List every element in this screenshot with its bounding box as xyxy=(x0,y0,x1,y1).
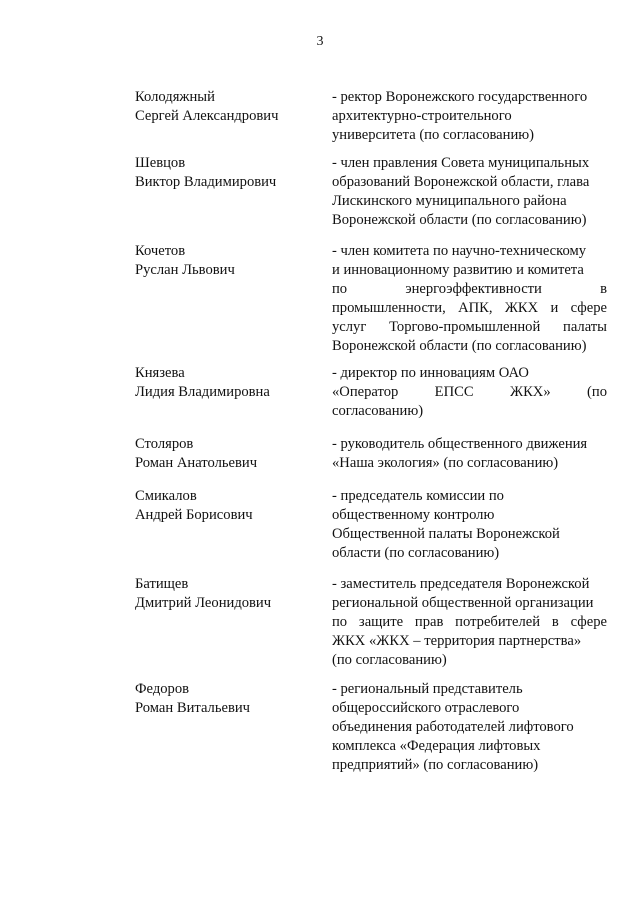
member-role-line: региональной общественной организации xyxy=(332,595,594,611)
member-given-names: Дмитрий Леонидович xyxy=(135,595,272,611)
member-role-line: области (по согласованию) xyxy=(332,545,500,561)
member-role xyxy=(332,154,607,230)
member-name xyxy=(135,88,320,126)
member-role-line: - руководитель общественного движения xyxy=(332,436,588,452)
member-role xyxy=(332,242,607,356)
member-role-line: Лискинского муниципального района xyxy=(332,193,567,209)
member-role-line: - заместитель председателя Воронежской xyxy=(332,576,590,592)
member-role xyxy=(332,88,607,145)
member-role xyxy=(332,364,607,421)
member-role-line: Воронежской области (по согласованию) xyxy=(332,338,587,354)
member-surname: Федоров xyxy=(135,681,190,697)
member-surname: Батищев xyxy=(135,576,189,592)
member-role-line: - директор по инновациям ОАО xyxy=(332,365,529,381)
member-role-line: по энергоэффективности в xyxy=(332,281,607,297)
member-given-names: Руслан Львович xyxy=(135,262,235,278)
member-given-names: Роман Витальевич xyxy=(135,700,251,716)
member-role-line: - член комитета по научно-техническому xyxy=(332,243,587,259)
member-role-line: «Оператор ЕПСС ЖКХ» (по xyxy=(332,384,607,400)
member-name xyxy=(135,154,320,192)
member-surname: Шевцов xyxy=(135,155,186,171)
member-role-line: согласованию) xyxy=(332,403,424,419)
member-role-line: промышленности, АПК, ЖКХ и сфере xyxy=(332,300,607,316)
member-given-names: Лидия Владимировна xyxy=(135,384,270,400)
member-role-line: объединения работодателей лифтового xyxy=(332,719,574,735)
member-role-line: - член правления Совета муниципальных xyxy=(332,155,590,171)
member-role xyxy=(332,487,607,563)
page-number: 3 xyxy=(316,34,324,49)
member-name xyxy=(135,364,320,402)
member-role xyxy=(332,575,607,670)
member-role-line: (по согласованию) xyxy=(332,652,447,668)
member-role-line: Общественной палаты Воронежской xyxy=(332,526,560,542)
member-name xyxy=(135,435,320,473)
member-given-names: Сергей Александрович xyxy=(135,108,279,124)
member-role-line: «Наша экология» (по согласованию) xyxy=(332,455,559,471)
member-role-line: предприятий» (по согласованию) xyxy=(332,757,539,773)
member-role-line: общественному контролю xyxy=(332,507,495,523)
member-role-line: - региональный представитель xyxy=(332,681,523,697)
member-given-names: Виктор Владимирович xyxy=(135,174,277,190)
member-name xyxy=(135,242,320,280)
member-role-line: университета (по согласованию) xyxy=(332,127,535,143)
member-surname: Столяров xyxy=(135,436,194,452)
member-role xyxy=(332,680,607,775)
member-given-names: Роман Анатольевич xyxy=(135,455,258,471)
member-role-line: и инновационному развитию и комитета xyxy=(332,262,584,278)
member-role-line: комплекса «Федерация лифтовых xyxy=(332,738,541,754)
member-role-line: ЖКХ «ЖКХ – территория партнерства» xyxy=(332,633,582,649)
member-role-line: по защите прав потребителей в сфере xyxy=(332,614,607,630)
member-surname: Колодяжный xyxy=(135,89,215,105)
member-role-line: услуг Торгово-промышленной палаты xyxy=(332,319,607,335)
member-role-line: Воронежской области (по согласованию) xyxy=(332,212,587,228)
member-surname: Князева xyxy=(135,365,185,381)
member-role-line: - ректор Воронежского государственного xyxy=(332,89,588,105)
member-given-names: Андрей Борисович xyxy=(135,507,253,523)
member-surname: Смикалов xyxy=(135,488,197,504)
member-surname: Кочетов xyxy=(135,243,186,259)
member-role-line: - председатель комиссии по xyxy=(332,488,504,504)
member-role-line: архитектурно-строительного xyxy=(332,108,512,124)
member-role-line: образований Воронежской области, глава xyxy=(332,174,590,190)
member-name xyxy=(135,487,320,525)
member-role xyxy=(332,435,607,473)
member-name xyxy=(135,680,320,718)
member-role-line: общероссийского отраслевого xyxy=(332,700,520,716)
member-name xyxy=(135,575,320,613)
